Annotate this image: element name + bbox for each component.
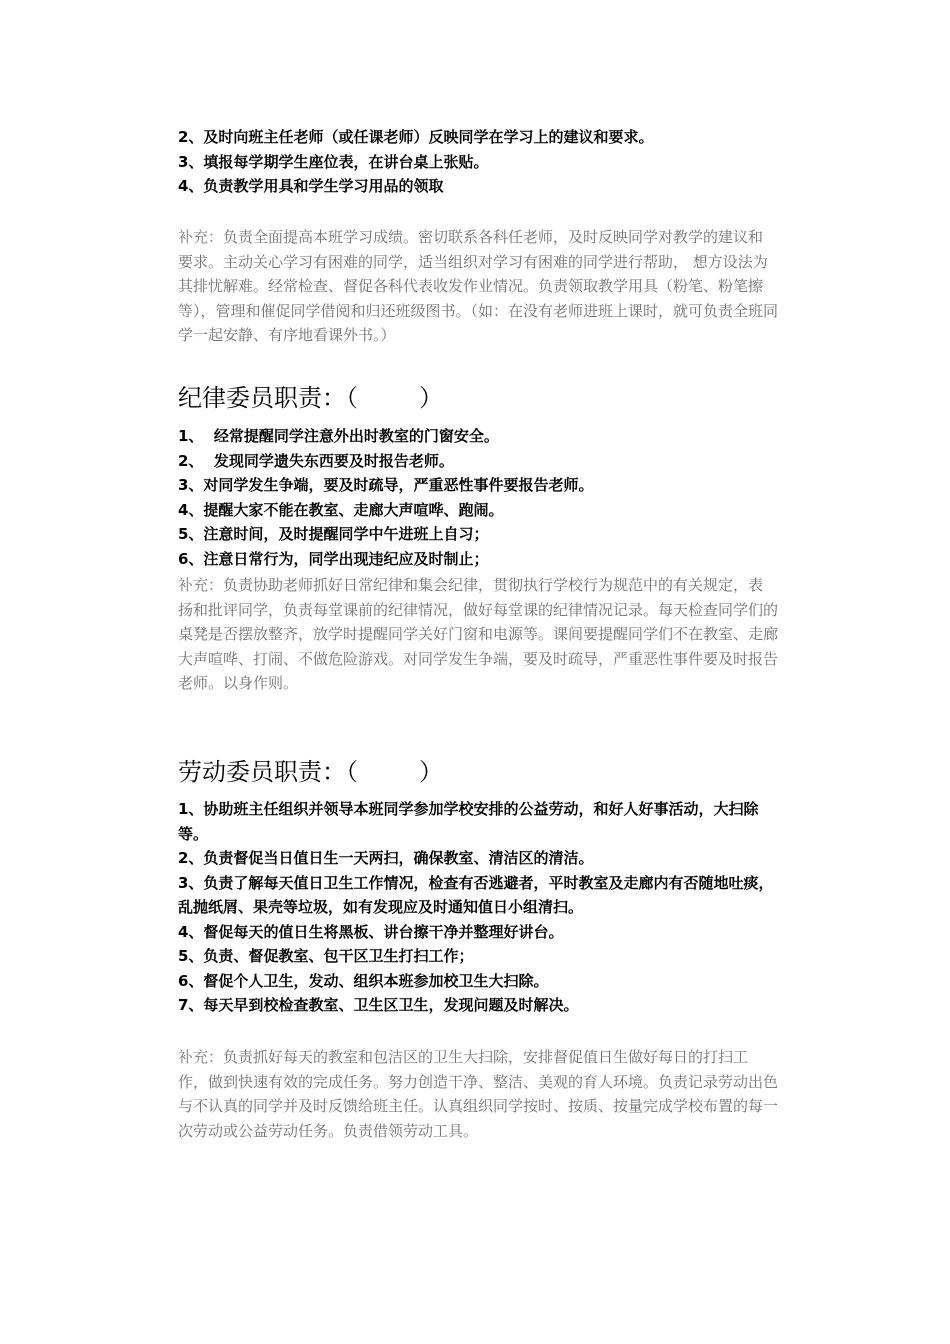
- discipline-duty-item: 6、注意日常行为，同学出现违纪应及时制止；: [178, 549, 489, 568]
- labor-duty-item: 4、督促每天的值日生将黑板、讲台擦干净并整理好讲台。: [178, 922, 564, 941]
- discipline-duty-item: 2、 发现同学遗失东西要及时报告老师。: [178, 451, 454, 470]
- labor-heading: 劳动委员职责：（ ）: [178, 758, 444, 786]
- study-duty-item: 2、及时向班主任老师（或任课老师）反映同学在学习上的建议和要求。: [178, 128, 654, 146]
- study-duty-item: 4、负责教学用具和学生学习用品的领取: [178, 177, 444, 195]
- labor-duty-item: 1、协助班主任组织并领导本班同学参加学校安排的公益劳动，和好人好事活动，大扫除等。: [178, 800, 759, 843]
- discipline-supplement: [178, 573, 778, 696]
- discipline-duty-item: 4、提醒大家不能在教室、走廊大声喧哗、跑闹。: [178, 500, 504, 519]
- labor-duty-item: 3、负责了解每天值日卫生工作情况，检查有否逃避者，平时教室及走廊内有否随地吐痰，乱抛纸屑、果壳等垃圾，如有发现应及时通知值日小组清扫。: [178, 873, 774, 916]
- supplement-label: 补充：: [178, 1048, 224, 1066]
- supplement-text: 负责协助老师抓好日常纪律和集会纪律，贯彻执行学校行为规范中的有关规定，表扬和批评同学，负责每堂课前的纪律情况，做好每堂课的纪律情况记录。每天检查同学们的桌凳是否摆放整齐，放学时提醒同学关好门窗和电源等。课间要提醒同学们不在教室、走廊大声喧哗、打闹、不做危险游戏。对同学发生争端，要及时疏导，严重恶性事件要及时报告老师。以身作则。: [178, 576, 779, 693]
- study-duty-item: 3、填报每学期学生座位表，在讲台桌上张贴。: [178, 152, 489, 171]
- labor-duty-item: 7、每天早到校检查教室、卫生区卫生，发现问题及时解决。: [178, 996, 579, 1014]
- discipline-heading: 纪律委员职责：（ ）: [178, 384, 444, 412]
- supplement-label: 补充：: [178, 576, 224, 594]
- labor-duty-item: 5、负责、督促教室、包干区卫生打扫工作；: [178, 947, 474, 965]
- labor-duties-list: [178, 797, 778, 1018]
- supplement-label: 补充：: [178, 228, 224, 246]
- study-supplement: [178, 225, 778, 348]
- discipline-duties-list: [178, 424, 778, 571]
- discipline-duty-item: 3、对同学发生争端，要及时疏导，严重恶性事件要报告老师。: [178, 476, 594, 494]
- labor-duty-item: 6、督促个人卫生，发动、组织本班参加校卫生大扫除。: [178, 971, 549, 990]
- labor-duty-item: 2、负责督促当日值日生一天两扫，确保教室、清洁区的清洁。: [178, 849, 594, 867]
- labor-supplement: [178, 1045, 778, 1143]
- discipline-duty-item: 1、 经常提醒同学注意外出时教室的门窗安全。: [178, 427, 499, 445]
- supplement-text: 负责抓好每天的教室和包洁区的卫生大扫除，安排督促值日生做好每日的打扫工作，做到快速有效的完成任务。努力创造干净、整洁、美观的育人环境。负责记录劳动出色与不认真的同学并及时反馈给班主任。认真组织同学按时、按质、按量完成学校布置的每一次劳动或公益劳动任务。负责借领劳动工具。: [178, 1048, 779, 1140]
- study-duties-list: [178, 125, 778, 199]
- discipline-duty-item: 5、注意时间，及时提醒同学中午进班上自习；: [178, 525, 489, 543]
- supplement-text: 负责全面提高本班学习成绩。密切联系各科任老师，及时反映同学对教学的建议和要求。主动关心学习有困难的同学，适当组织对学习有困难的同学进行帮助， 想方设法为其排忧解难。经常检查、督促各科代表收发作业情况。负责领取教学用具（粉笔、粉笔擦等），管理和催促同学借阅和归还班级图书。（如：在没有老师进班上课时，就可负责全班同学一起安静、有序地看课外书。）: [178, 228, 779, 345]
